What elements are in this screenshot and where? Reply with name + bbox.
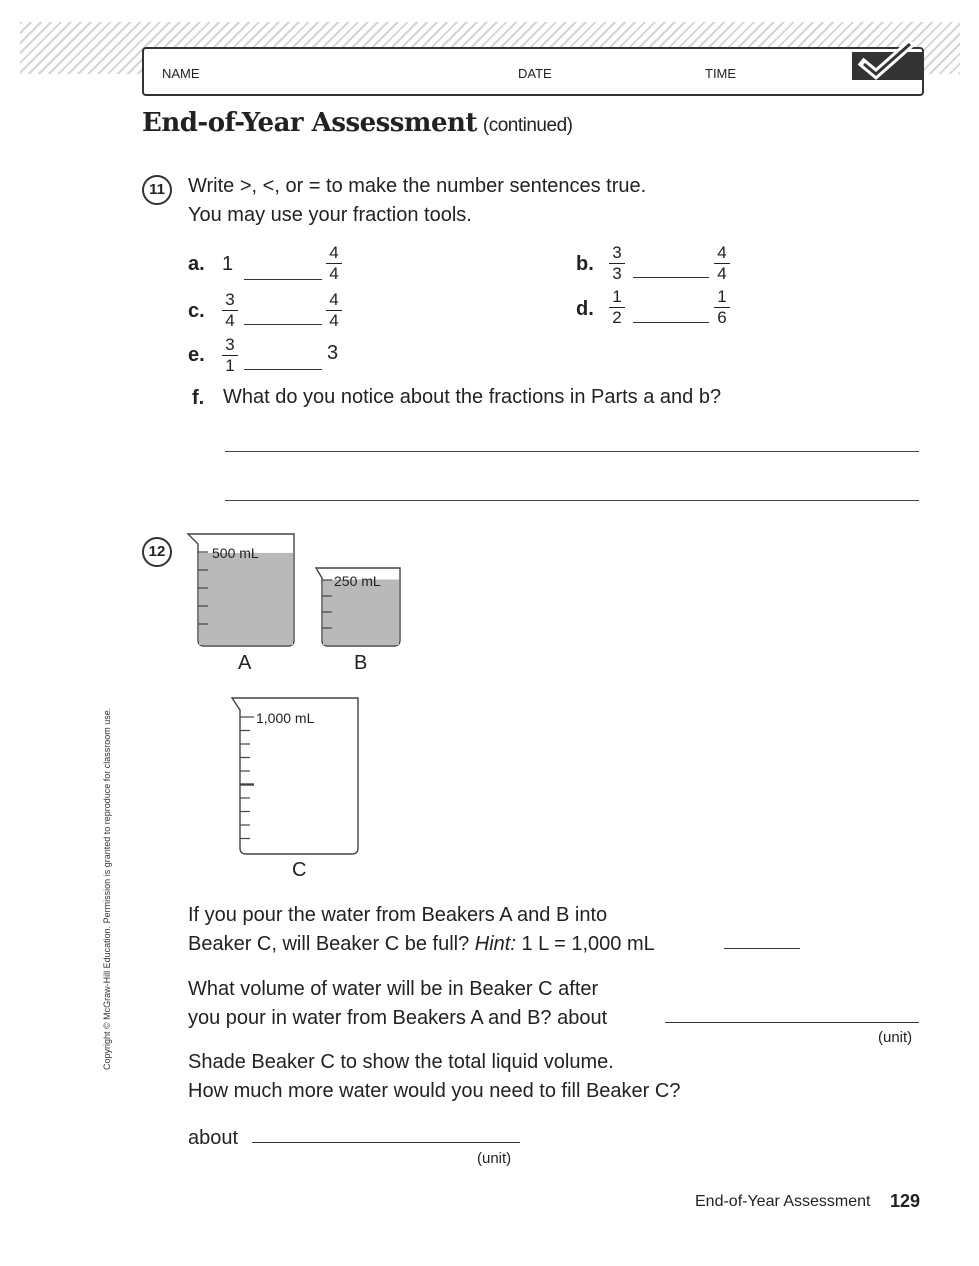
volume-unit-label: (unit): [878, 1029, 913, 1046]
more-water-answer-blank[interactable]: [252, 1142, 520, 1143]
title-main: End-of-Year Assessment: [142, 108, 477, 138]
part-e-right-whole: 3: [327, 342, 339, 364]
beaker-a-water: [199, 553, 293, 645]
q11-instruction-1: Write >, <, or = to make the number sentences true.: [188, 175, 647, 197]
about-label: about: [188, 1127, 239, 1149]
part-b-answer-blank[interactable]: [633, 277, 709, 278]
beaker-b-label: B: [354, 652, 368, 674]
question-12-number: 12: [142, 537, 172, 567]
beaker-b-water: [323, 580, 399, 646]
page-title: [142, 108, 572, 138]
part-f-answer-line-1[interactable]: [225, 451, 919, 452]
q11-instruction-2: You may use your fraction tools.: [188, 204, 472, 226]
part-c-right-fraction: $\frac{4}{4}$: [326, 291, 342, 330]
copyright-note: Copyright © McGraw-Hill Education. Permission is granted to reproduce for classroom use.: [102, 707, 112, 1070]
beaker-b: [312, 564, 406, 650]
beaker-c-capacity: 1,000 mL: [256, 710, 315, 726]
name-label: NAME: [162, 66, 200, 81]
time-label: TIME: [705, 66, 737, 81]
date-label: DATE: [518, 66, 552, 81]
q12-paragraph-1-line-2: [188, 930, 655, 959]
checkmark-icon: [850, 42, 926, 82]
part-d-answer-blank[interactable]: [633, 322, 709, 323]
part-b-right-fraction: $\frac{4}{4}$: [714, 244, 730, 283]
q12-paragraph-1-line-1: If you pour the water from Beakers A and B into: [188, 904, 608, 926]
beaker-a-label: A: [238, 652, 252, 674]
part-b-label: b.: [576, 253, 594, 275]
q12-paragraph-2-line-2: you pour in water from Beakers A and B? about: [188, 1007, 608, 1029]
beaker-a: [184, 530, 300, 650]
part-a-label: a.: [188, 253, 205, 275]
q12-paragraph-3-line-1: Shade Beaker C to show the total liquid volume.: [188, 1051, 614, 1073]
part-f-question: What do you notice about the fractions in Parts a and b?: [223, 386, 722, 408]
part-d-right-fraction: $\frac{1}{6}$: [714, 288, 730, 327]
part-a-left-whole: 1: [222, 253, 234, 275]
hint-text: 1 L = 1,000 mL: [515, 933, 655, 955]
more-water-unit-label: (unit): [477, 1150, 512, 1167]
beaker-a-capacity: 500 mL: [212, 545, 259, 561]
part-f-label: f.: [192, 387, 205, 409]
part-c-label: c.: [188, 300, 205, 322]
part-a-answer-blank[interactable]: [244, 279, 322, 280]
full-answer-blank[interactable]: [724, 948, 800, 949]
q12-question-full: Beaker C, will Beaker C be full?: [188, 933, 475, 955]
beaker-b-capacity: 250 mL: [334, 573, 381, 589]
q12-paragraph-2-line-1: What volume of water will be in Beaker C after: [188, 978, 599, 1000]
part-c-left-fraction: $\frac{3}{4}$: [222, 291, 238, 330]
beaker-c-label: C: [292, 859, 307, 881]
volume-answer-blank[interactable]: [665, 1022, 919, 1023]
part-a-right-fraction: $\frac{4}{4}$: [326, 244, 342, 283]
part-c-answer-blank[interactable]: [244, 324, 322, 325]
footer-section: End-of-Year Assessment: [695, 1193, 871, 1210]
question-11-number: 11: [142, 175, 172, 205]
hint-label: Hint:: [474, 933, 516, 955]
part-e-answer-blank[interactable]: [244, 369, 322, 370]
part-d-label: d.: [576, 298, 594, 320]
beaker-c[interactable]: [228, 694, 364, 860]
q12-paragraph-3-line-2: How much more water would you need to fill Beaker C?: [188, 1080, 681, 1102]
part-f-answer-line-2[interactable]: [225, 500, 919, 501]
part-b-left-fraction: $\frac{3}{3}$: [609, 244, 625, 283]
name-date-time-bar: [142, 47, 924, 96]
part-e-label: e.: [188, 344, 205, 366]
part-d-left-fraction: $\frac{1}{2}$: [609, 288, 625, 327]
title-sub: (continued): [482, 115, 573, 136]
page-number: 129: [890, 1191, 921, 1211]
part-e-left-fraction: $\frac{3}{1}$: [222, 336, 238, 375]
